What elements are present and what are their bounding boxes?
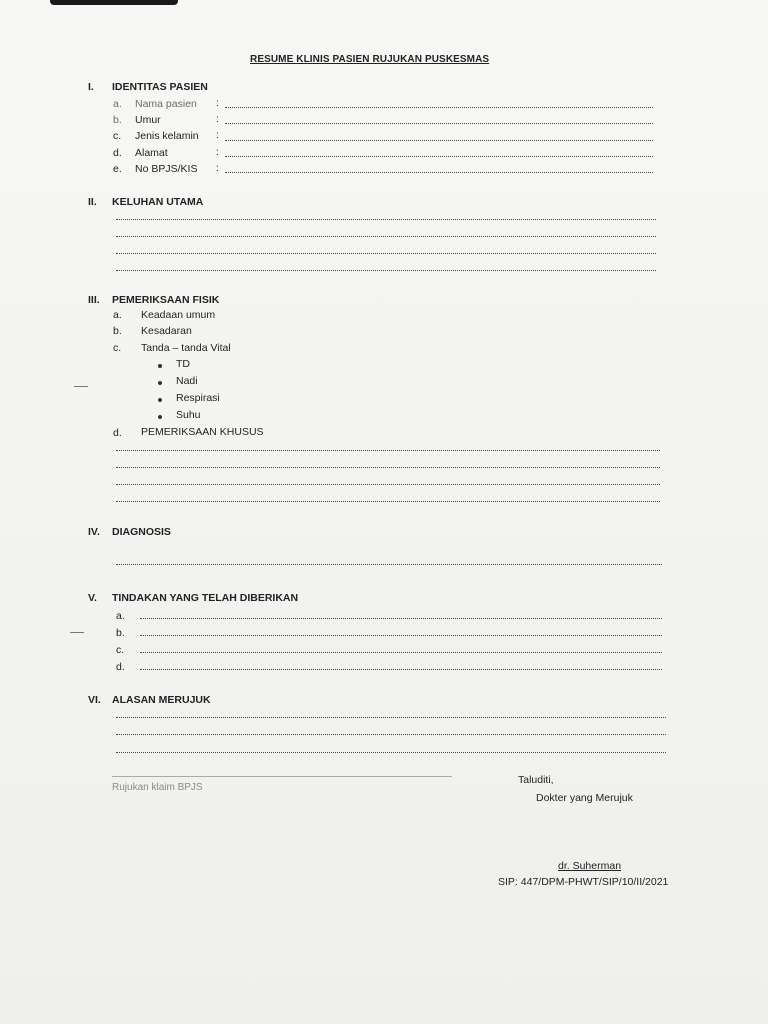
s3-letter-c: c. (113, 342, 122, 354)
fill-line-nama[interactable] (225, 107, 653, 108)
document-title: RESUME KLINIS PASIEN RUJUKAN PUSKESMAS (250, 54, 490, 65)
s3-letter-b: b. (113, 325, 122, 337)
footer-sip: SIP: 447/DPM-PHWT/SIP/10/II/2021 (498, 876, 669, 888)
s3-label-pemeriksaan-khusus: PEMERIKSAAN KHUSUS (141, 426, 264, 438)
vital-td: TD (176, 358, 190, 370)
keluhan-line-1[interactable] (116, 219, 656, 220)
fill-line-alamat[interactable] (225, 156, 653, 157)
s3-label-tanda-vital: Tanda – tanda Vital (141, 342, 231, 354)
s3-letter-a: a. (113, 309, 122, 321)
s1-colon-d: : (216, 146, 219, 158)
s5-letter-b: b. (116, 627, 125, 639)
faint-rule (112, 776, 452, 777)
khusus-line-4[interactable] (116, 501, 660, 502)
tindakan-line-a[interactable] (140, 618, 662, 619)
s1-label-jenis-kelamin: Jenis kelamin (135, 130, 199, 142)
keluhan-line-4[interactable] (116, 270, 656, 271)
s5-letter-d: d. (116, 661, 125, 673)
scan-edge-mark (50, 0, 178, 5)
s1-label-umur: Umur (135, 114, 161, 126)
fill-line-bpjs[interactable] (225, 172, 653, 173)
bullet-icon (158, 364, 162, 368)
keluhan-line-3[interactable] (116, 253, 656, 254)
footer-role: Dokter yang Merujuk (536, 792, 633, 804)
vital-suhu: Suhu (176, 409, 201, 421)
section-4-heading: IV. DIAGNOSIS (88, 526, 171, 538)
section-5-heading: V. TINDAKAN YANG TELAH DIBERIKAN (88, 592, 299, 604)
tindakan-line-b[interactable] (140, 635, 662, 636)
margin-mark (74, 386, 88, 387)
section-3-heading: III. PEMERIKSAAN FISIK (88, 294, 220, 306)
tindakan-line-d[interactable] (140, 669, 662, 670)
s1-label-nama: Nama pasien (135, 98, 197, 110)
bullet-icon (158, 381, 162, 385)
alasan-line-2[interactable] (116, 734, 666, 735)
fill-line-jenis-kelamin[interactable] (225, 140, 653, 141)
footer-place: Taluditi, (518, 774, 554, 786)
khusus-line-1[interactable] (116, 450, 660, 451)
s1-label-alamat: Alamat (135, 147, 168, 159)
s1-colon-c: : (216, 129, 219, 141)
s5-letter-a: a. (116, 610, 125, 622)
s1-letter-c: c. (113, 130, 122, 142)
bullet-icon (158, 398, 162, 402)
footer-left-note: Rujukan klaim BPJS (112, 782, 203, 793)
alasan-line-3[interactable] (116, 752, 666, 753)
vital-respirasi: Respirasi (176, 392, 220, 404)
fill-line-umur[interactable] (225, 123, 653, 124)
footer-doctor-name: dr. Suherman (558, 860, 622, 872)
s1-colon-a: : (216, 97, 219, 109)
khusus-line-3[interactable] (116, 484, 660, 485)
khusus-line-2[interactable] (116, 467, 660, 468)
s3-letter-d: d. (113, 427, 122, 439)
s1-letter-b: b. (113, 114, 122, 126)
s3-label-kesadaran: Kesadaran (141, 325, 192, 337)
tindakan-line-c[interactable] (140, 652, 662, 653)
s1-label-bpjs: No BPJS/KIS (135, 163, 198, 175)
section-2-heading: II. KELUHAN UTAMA (88, 196, 204, 208)
margin-mark (70, 632, 84, 633)
diagnosis-line[interactable] (116, 564, 662, 565)
s5-letter-c: c. (116, 644, 125, 656)
alasan-line-1[interactable] (116, 717, 666, 718)
section-6-heading: VI. ALASAN MERUJUK (88, 694, 211, 706)
s1-letter-d: d. (113, 147, 122, 159)
s3-label-keadaan-umum: Keadaan umum (141, 309, 216, 321)
section-1-heading: I. IDENTITAS PASIEN (88, 81, 208, 93)
s1-letter-e: e. (113, 163, 122, 175)
s1-colon-e: : (216, 162, 219, 174)
s1-colon-b: : (216, 113, 219, 125)
vital-nadi: Nadi (176, 375, 198, 387)
bullet-icon (158, 415, 162, 419)
s1-letter-a: a. (113, 98, 122, 110)
keluhan-line-2[interactable] (116, 236, 656, 237)
